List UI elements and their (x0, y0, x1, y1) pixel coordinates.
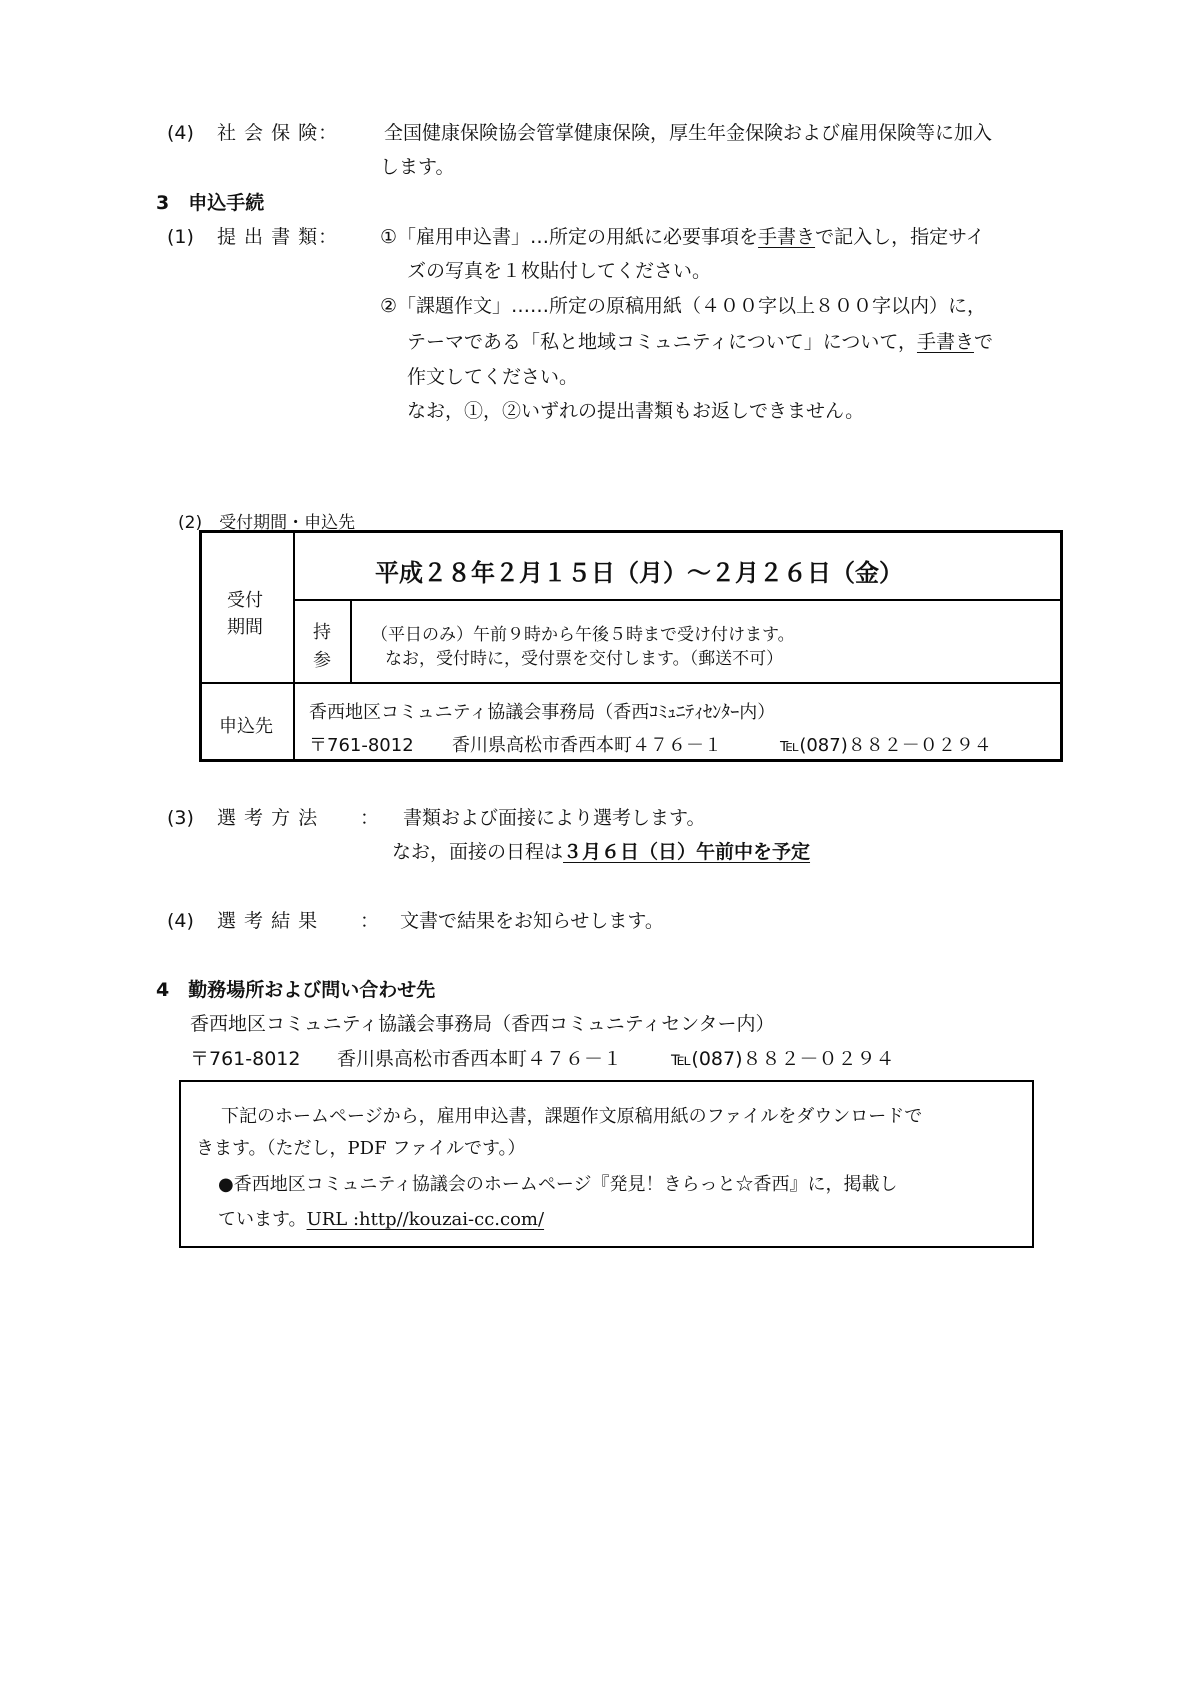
interview-date: ３月６日（日）午前中を予定 (563, 841, 811, 863)
doc1-text: ①「雇用申込書」…所定の用紙に必要事項を (380, 226, 759, 248)
item-text: します。 (380, 156, 455, 178)
subsection-title: (2) 受付期間・申込先 (178, 513, 356, 533)
item-text: 文書で結果をお知らせします。 (400, 910, 664, 932)
documents-note: なお，①，②いずれの提出書類もお返しできません。 (407, 400, 865, 422)
bring-note: なお，受付時に，受付票を交付します。（郵送不可） (385, 649, 784, 669)
item-colon: ： (360, 807, 380, 829)
table-divider (293, 599, 1063, 601)
handwritten-emphasis: 手書き (758, 226, 816, 248)
period-label: 期間 (227, 617, 263, 638)
office-name: 香西地区コミュニティ協議会事務局（香西コミュニティセンター内） (190, 1013, 775, 1035)
doc1-line2: ズの写真を１枚貼付してください。 (407, 260, 712, 282)
table-divider (202, 682, 1063, 684)
box-text: 下記のホームページから，雇用申込書，課題作文原稿用紙のファイルをダウンロードで (221, 1106, 923, 1127)
destination-address: 香川県高松市香西本町４７６－１ (452, 735, 722, 756)
destination-zip: 〒761-8012 (309, 735, 414, 756)
section-heading: 3 申込手続 (156, 192, 265, 214)
table-divider (350, 600, 352, 682)
bring-hours: （平日のみ）午前９時から午後５時まで受け付けます。 (371, 625, 795, 645)
period-dates: 平成２８年２月１５日（月）～２月２６日（金） (375, 559, 903, 587)
doc1-line1 (380, 228, 985, 247)
item-label: 選 考 結 果 (217, 910, 319, 932)
doc2-text: テーマである「私と地域コミュニティについて」について， (407, 331, 917, 353)
office-address: 香川県高松市香西本町４７６－１ (337, 1048, 623, 1070)
item-label: 社 会 保 険： (217, 122, 339, 144)
table-divider (293, 533, 295, 762)
item-number: (3) (167, 807, 194, 829)
item-label: 選 考 方 法 (217, 807, 319, 829)
doc2-line2 (407, 333, 993, 352)
item-number: (4) (167, 122, 194, 144)
item-number: (4) (167, 910, 194, 932)
bring-label: 持 (313, 622, 331, 643)
bring-label: 参 (313, 650, 331, 671)
destination-name: 香西地区コミュニティ協議会事務局（香西ｺﾐｭﾆﾃｨｾﾝﾀｰ内） (309, 702, 776, 723)
interview-note-text: なお，面接の日程は (392, 841, 564, 863)
doc2-line1: ②「課題作文」……所定の原稿用紙（４００字以上８００字以内）に， (380, 295, 987, 317)
handwritten-emphasis: 手書き (916, 331, 974, 353)
box-text (218, 1205, 544, 1231)
period-label: 受付 (227, 590, 263, 611)
box-text: ●香西地区コミュニティ協議会のホームページ『発見！きらっと☆香西』に，掲載し (218, 1174, 898, 1195)
download-info-box (179, 1080, 1034, 1248)
doc2-line3: 作文してください。 (407, 366, 579, 388)
destination-label: 申込先 (219, 716, 273, 737)
doc1-text: で記入し，指定サイ (815, 226, 985, 248)
box-text: きます。（ただし，PDF ファイルです。） (196, 1138, 526, 1159)
office-tel: ℡(087)８８２－０２９４ (671, 1048, 895, 1070)
item-colon: ： (360, 910, 380, 932)
homepage-link[interactable]: URL :http//kouzai-cc.com/ (306, 1209, 545, 1230)
item-text: 全国健康保険協会管掌健康保険，厚生年金保険および雇用保険等に加入 (384, 122, 993, 144)
item-number: (1) (167, 226, 194, 248)
section-heading: 4 勤務場所および問い合わせ先 (156, 979, 436, 1001)
item-label: 提 出 書 類： (217, 226, 339, 248)
box-text-prefix: ています。 (218, 1209, 307, 1230)
destination-tel: ℡(087)８８２－０２９４ (780, 735, 992, 756)
office-zip: 〒761-8012 (190, 1048, 301, 1070)
reception-table (199, 530, 1063, 762)
interview-note (392, 843, 810, 862)
item-text: 書類および面接により選考します。 (403, 807, 706, 829)
doc2-text: で (973, 331, 993, 353)
